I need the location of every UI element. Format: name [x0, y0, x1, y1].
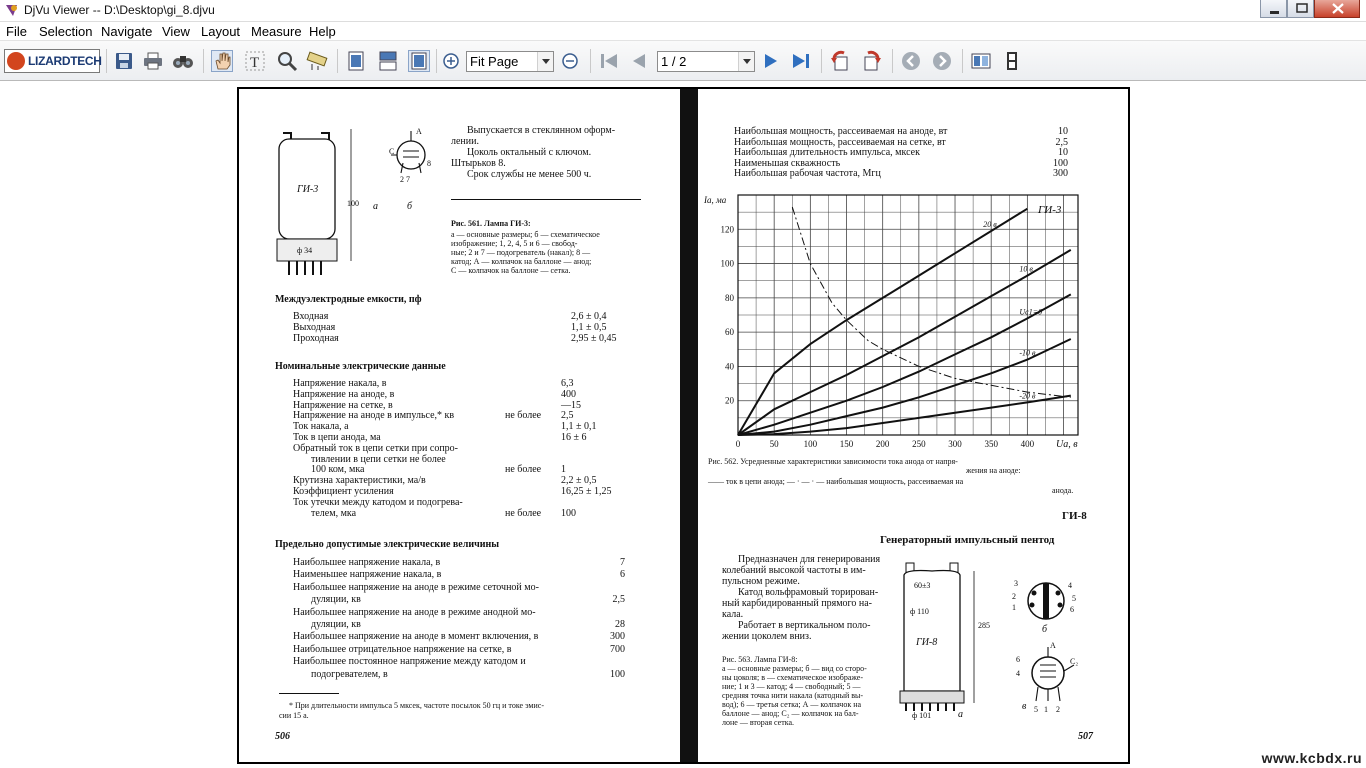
table-note: не более: [505, 464, 542, 476]
pin-number: 5: [1072, 594, 1076, 603]
table-label: Наибольшее отрицательное напряжение на сетке, в: [293, 643, 512, 655]
x-tick-label: 100: [803, 439, 818, 449]
table-value: 2,5: [1055, 136, 1068, 148]
dim-height: 100: [347, 199, 359, 208]
single-page-icon[interactable]: [345, 50, 367, 72]
binoculars-icon[interactable]: [172, 50, 194, 72]
rotate-right-icon[interactable]: [861, 50, 883, 72]
table-label: Наибольшая длительность импульса, мксек: [734, 147, 920, 158]
pin-label: А: [1050, 641, 1056, 650]
series-label: -20 в: [1019, 391, 1036, 401]
table-label: Крутизна характеристики, ма/в: [293, 475, 426, 487]
table-label: Проходная: [293, 333, 339, 344]
table-label: 100 ком, мка: [311, 464, 365, 476]
back-icon[interactable]: [900, 50, 922, 72]
pin-label: 2: [1056, 705, 1060, 714]
y-tick-label: 100: [720, 258, 734, 269]
caption-line: вод); 6 — третья сетка; А — колпачок на: [722, 700, 862, 709]
y-tick-label: 40: [725, 361, 734, 372]
table-value: 1: [561, 464, 566, 476]
text-select-icon[interactable]: [244, 50, 266, 72]
table-value: 2,6 ± 0,4: [571, 311, 607, 322]
x-tick-label: 350: [984, 439, 998, 449]
section-title: Генераторный импульсный пентод: [880, 534, 1055, 546]
series-label: 20 в: [983, 220, 997, 229]
film-strip-icon[interactable]: [1001, 50, 1023, 72]
table-label: Обратный ток в цепи сетки при сопро-: [293, 442, 458, 454]
table-value: 2,2 ± 0,5: [561, 475, 597, 487]
next-page-icon[interactable]: [760, 50, 782, 72]
description-line: жении цоколем вниз.: [722, 631, 812, 642]
hand-tool-icon[interactable]: [211, 50, 233, 72]
table-label: Наибольшая мощность, рассеиваемая на сетке, вт: [734, 136, 946, 148]
previous-page-icon[interactable]: [628, 50, 650, 72]
tube-label: ГИ-3: [297, 184, 319, 195]
chevron-down-icon[interactable]: [537, 52, 553, 71]
table-label: Коэффициент усиления: [293, 486, 394, 497]
pin-numbers: 2 7: [400, 175, 410, 184]
y-tick-label: 60: [725, 327, 734, 338]
first-page-icon[interactable]: [598, 50, 620, 72]
tube8-label: ГИ-8: [916, 637, 938, 648]
y-tick-label: 20: [725, 395, 734, 406]
tube-gi3-drawing: [269, 125, 359, 285]
table-label: Наименьшее напряжение накала, в: [293, 569, 442, 581]
description-line: ный карбидированный прямого на-: [722, 598, 872, 609]
page-select[interactable]: [657, 51, 755, 72]
table-value: 7: [620, 557, 625, 568]
table-label: подогревателем, в: [311, 668, 388, 680]
menu-selection[interactable]: Selection: [39, 24, 93, 39]
menu-help[interactable]: Help: [309, 24, 336, 39]
table-value: 28: [615, 619, 625, 630]
zoom-out-icon[interactable]: [559, 50, 581, 72]
pin-number: 2: [1012, 592, 1016, 601]
table-value: 700: [610, 643, 625, 655]
pin-c: С: [389, 147, 395, 156]
description-line: Предназначен для генерирования: [738, 554, 881, 565]
table-label: дуляции, кв: [311, 594, 361, 606]
table-value: 6: [620, 569, 625, 581]
table-label: Выходная: [293, 322, 336, 333]
lizard-icon: [7, 52, 25, 70]
x-tick-label: 250: [912, 439, 926, 449]
table-label: Входная: [293, 311, 329, 322]
table-value: 300: [1053, 168, 1068, 179]
minimize-button[interactable]: [1260, 0, 1287, 18]
thumbnails-icon[interactable]: [970, 50, 992, 72]
series-line: [738, 250, 1071, 435]
pin-number: 1: [1012, 603, 1016, 612]
table-value: 1,1 ± 0,1: [561, 421, 597, 433]
maximize-button[interactable]: [1287, 0, 1314, 18]
table-label: Напряжение на аноде, в: [293, 388, 395, 400]
caption-line: а — основные размеры; б — вид со сторо-: [722, 664, 867, 673]
y-tick-label: 120: [720, 224, 734, 235]
series-line: [792, 207, 1071, 397]
table-label: Напряжение на сетке, в: [293, 399, 393, 411]
dim-diameter: ф 34: [297, 246, 313, 255]
x-axis-label: Ua, в: [1056, 439, 1078, 450]
caption-line: Рис. 562. Усредненные характеристики зависимости тока анода от напря-: [708, 457, 958, 466]
table-label: Наименьшая скважность: [734, 157, 841, 169]
right-page: [698, 89, 1130, 764]
pin-a: А: [416, 127, 422, 136]
dim-60: 60±3: [914, 581, 931, 590]
pin-label: C₂: [1070, 657, 1079, 666]
pin-label: 1: [1044, 705, 1048, 714]
zoom-tool-icon[interactable]: [276, 50, 298, 72]
caption-line: анода.: [1052, 486, 1074, 495]
section-title: Междуэлектродные емкости, пф: [275, 294, 422, 305]
zoom-value: Fit Page: [470, 54, 519, 69]
table-label: Наибольшая рабочая частота, Мгц: [734, 168, 881, 179]
page-number: 506: [275, 731, 290, 742]
table-label: Наибольшее напряжение на аноде в момент включения, в: [293, 631, 539, 643]
tube-gi8-drawing: [894, 561, 984, 721]
zoom-in-icon[interactable]: [440, 50, 462, 72]
document-viewport[interactable]: [0, 81, 1366, 768]
footnote: * При длительности импульса 5 мксек, частоте посылок 50 гц и токе эмис-: [289, 701, 544, 710]
description-line: пульсном режиме.: [722, 576, 800, 587]
caption-line: ние; 1 и 3 — катод; 4 — свободный; 5 —: [722, 682, 861, 691]
table-value: 2,5: [612, 594, 625, 606]
table-note: не более: [505, 410, 542, 422]
intro-line: Штырьков 8.: [451, 158, 506, 169]
left-page: [239, 89, 680, 764]
table-value: 100: [610, 668, 625, 680]
table-value: 2,5: [561, 410, 574, 422]
table-value: 10: [1058, 147, 1068, 158]
fig-label-b: б: [1042, 624, 1048, 635]
x-tick-label: 300: [948, 439, 962, 449]
menu-file[interactable]: File: [6, 24, 27, 39]
description-line: колебаний высокой частоты в им-: [722, 565, 866, 576]
table-label: Наибольшее напряжение на аноде в режиме анодной мо-: [293, 606, 536, 618]
tube-id: ГИ-8: [1062, 510, 1087, 522]
table-value: 16 ± 6: [561, 432, 587, 443]
table-label: Напряжение накала, в: [293, 378, 387, 389]
anode-characteristics-chart: [702, 185, 1092, 455]
series-label: 10 в: [1019, 264, 1033, 274]
table-label: Наибольшая мощность, рассеиваемая на аноде, вт: [734, 126, 948, 137]
intro-line: Цоколь октальный с ключом.: [467, 147, 592, 158]
chart-title: ГИ-3: [1038, 204, 1062, 216]
intro-line: Срок службы не менее 500 ч.: [467, 169, 592, 180]
caption-line: лоне — вторая сетка.: [722, 718, 795, 727]
table-value: 16,25 ± 1,25: [561, 486, 612, 497]
menu-navigate[interactable]: Navigate: [101, 24, 153, 39]
table-note: не более: [505, 507, 542, 519]
table-label: Ток в цепи анода, ма: [293, 432, 381, 443]
lizardtech-logo[interactable]: [4, 49, 100, 73]
forward-icon[interactable]: [931, 50, 953, 72]
continuous-page-icon[interactable]: [377, 50, 399, 72]
menu-layout[interactable]: Layout: [201, 24, 241, 39]
svg-text:T: T: [250, 55, 260, 71]
footnote: сии 15 а.: [279, 711, 309, 720]
watermark: www.kcbdx.ru: [1261, 750, 1362, 766]
pin-label: 5: [1034, 705, 1038, 714]
table-value: 100: [1053, 157, 1068, 169]
pin-label: 4: [1016, 669, 1020, 678]
fig-label-a: а: [373, 201, 378, 212]
save-icon[interactable]: [113, 50, 135, 72]
last-page-icon[interactable]: [790, 50, 812, 72]
dim-101: ф 101: [912, 711, 932, 720]
intro-line: Выпускается в стеклянном оформ-: [467, 125, 616, 136]
caption-line: С — колпачок на баллоне — сетка.: [451, 266, 571, 275]
caption-line: изображение; 1, 2, 4, 5 и 6 — свобод-: [451, 239, 578, 248]
pin-8: 8: [427, 159, 431, 168]
table-label: Наибольшее напряжение на аноде в режиме сеточной мо-: [293, 581, 539, 593]
pin-label: 6: [1016, 655, 1020, 664]
fig-label-a: а: [958, 709, 963, 720]
close-button[interactable]: [1314, 0, 1360, 18]
y-axis-label: Ia, ма: [704, 195, 727, 205]
table-value: 10: [1058, 126, 1068, 137]
window-title: DjVu Viewer -- D:\Desktop\gi_8.djvu: [24, 3, 215, 17]
description-line: Катод вольфрамовый торирован-: [738, 587, 879, 598]
table-value: 400: [561, 388, 576, 400]
table-value: 300: [610, 631, 625, 643]
tube-gi8-schematic: [1020, 645, 1080, 715]
table-label: Ток утечки между катодом и подогрева-: [293, 496, 463, 508]
x-tick-label: 200: [875, 439, 890, 449]
dim-110: ф 110: [910, 607, 929, 616]
facing-pages-icon[interactable]: [408, 50, 430, 72]
table-value: 100: [561, 507, 576, 519]
caption-line: катод; А — колпачок на баллоне — анод;: [451, 257, 592, 266]
intro-line: лении.: [451, 136, 479, 147]
caption-line: баллоне — анод; C₂ — колпачок на бал-: [722, 709, 859, 718]
series-label: -10 в: [1019, 348, 1036, 358]
description-line: кала.: [722, 609, 744, 620]
menu-view[interactable]: View: [162, 24, 190, 39]
dim-285: 285: [978, 621, 990, 630]
x-tick-label: 400: [1020, 439, 1035, 449]
measure-tool-icon[interactable]: [306, 50, 328, 72]
logo-text: LIZARDTECH: [28, 54, 102, 68]
table-value: 1,1 ± 0,5: [571, 322, 607, 333]
table-value: —15: [561, 399, 581, 411]
x-tick-label: 0: [735, 439, 741, 449]
x-tick-label: 150: [839, 439, 854, 449]
caption-line: —— ток в цепи анода; — · — · — наибольшая мощность, рассеиваемая на: [708, 477, 964, 486]
pin-number: 4: [1068, 581, 1072, 590]
x-tick-label: 50: [769, 439, 779, 449]
table-value: 2,95 ± 0,45: [571, 333, 617, 344]
section-title: Предельно допустимые электрические величины: [275, 539, 500, 550]
chevron-down-icon[interactable]: [738, 52, 754, 71]
table-label: Наибольшее напряжение накала, в: [293, 557, 441, 568]
table-value: 6,3: [561, 378, 574, 389]
caption-line: ные; 2 и 7 — подогреватель (накал); 8 —: [451, 248, 591, 257]
page-number: 507: [1078, 731, 1093, 742]
document-page: [237, 87, 1130, 764]
caption-line: средняя точка нити накала (катодный вы-: [722, 691, 864, 700]
caption-line: жения на аноде:: [966, 466, 1021, 475]
section-title: Номинальные электрические данные: [275, 361, 446, 372]
caption-line: Рис. 561. Лампа ГИ-3:: [451, 219, 531, 228]
table-label: телем, мка: [311, 507, 357, 519]
caption-line: Рис. 563. Лампа ГИ-8:: [722, 655, 798, 664]
table-label: дуляции, кв: [311, 619, 361, 630]
table-label: тивлении в цепи сетки не более: [311, 453, 446, 465]
pin-number: 6: [1070, 605, 1074, 614]
zoom-select[interactable]: [466, 51, 554, 72]
print-icon[interactable]: [142, 50, 164, 72]
description-line: Работает в вертикальном поло-: [738, 620, 871, 631]
rotate-left-icon[interactable]: [829, 50, 851, 72]
book-spine: [680, 89, 698, 764]
tube-gi3-schematic: [389, 127, 439, 187]
fig-label-v: в: [1022, 701, 1027, 712]
fig-label-b: б: [407, 201, 413, 212]
table-label: Напряжение на аноде в импульсе,* кв: [293, 410, 455, 422]
caption-line: а — основные размеры; б — схематическое: [451, 230, 600, 239]
toolbar: [0, 41, 1366, 81]
menu-bar: [0, 22, 1366, 41]
series-label: Uc1=0: [1019, 307, 1043, 317]
menu-measure[interactable]: Measure: [251, 24, 302, 39]
y-tick-label: 80: [725, 292, 734, 303]
app-icon: [4, 3, 19, 18]
table-label: Наибольшее постоянное напряжение между катодом и: [293, 656, 526, 668]
title-bar: [0, 0, 1366, 22]
caption-line: ны цоколя; в — схематическое изображе-: [722, 673, 864, 682]
table-label: Ток накала, а: [293, 421, 349, 433]
pin-number: 3: [1014, 579, 1018, 588]
page-value: 1 / 2: [661, 54, 687, 69]
